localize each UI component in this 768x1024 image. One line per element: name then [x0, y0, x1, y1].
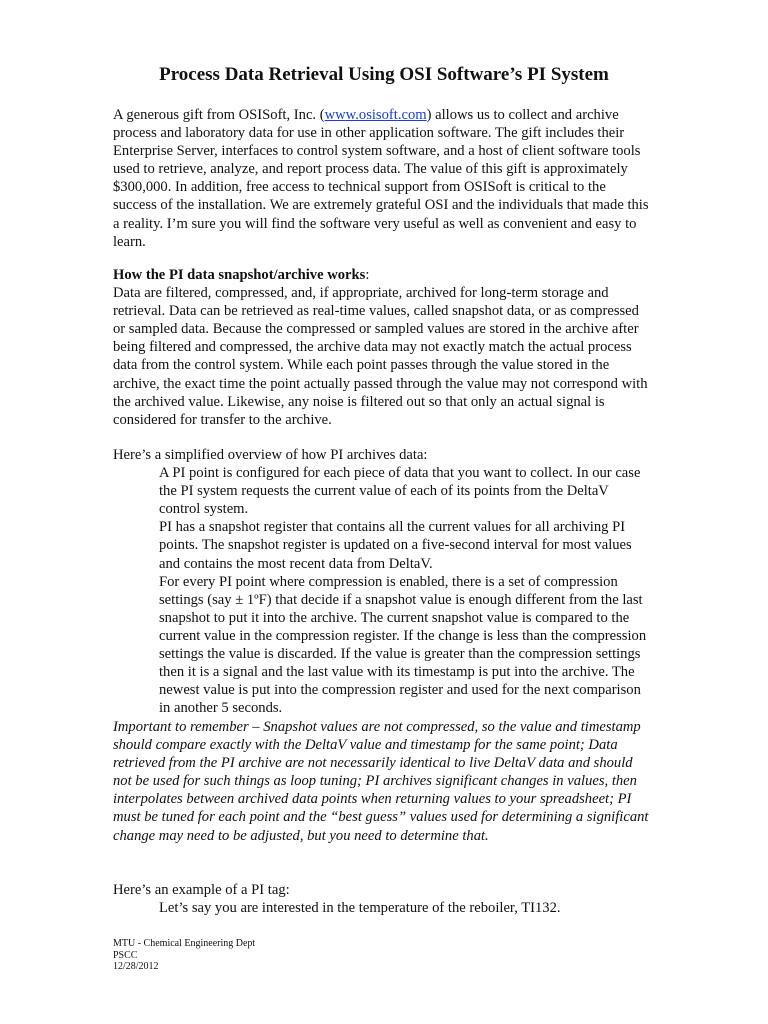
overview-section — [113, 446, 653, 717]
example-item: Let’s say you are interested in the temperature of the reboiler, TI132. — [159, 900, 561, 917]
section-body: Data are filtered, compressed, and, if appropriate, archived for long-term storage and retrieval. Data can be retrieved as real-time values, called snapshot data, or as compressed or sampled data. Because the compressed or sampled values are stored in the archive after being filtered and compressed, the archive data may not exactly match the actual process data from the control system. While each point passes through the value stored in the archive, the exact time the point actually passed through the value may not correspond with the archived value. Likewise, any noise is filtered out so that only an actual signal is considered for transfer to the archive. — [113, 285, 648, 428]
document-title: Process Data Retrieval Using OSI Software’s PI System — [159, 64, 609, 85]
important-note: Important to remember – Snapshot values are not compressed, so the value and timestamp should compare exactly with the DeltaV value and timestamp for the same point; Data retrieved from the PI archive are not necessarily identical to live DeltaV data and should not be used for such things as loop tuning; PI archives significant changes in values, then interpolates between archived data points when returning values to your spreadsheet; PI must be tuned for each point and the “best guess” values used for determining a significant change may need to be adjusted, but you need to determine that. — [113, 719, 649, 844]
overview-intro: Here’s a simplified overview of how PI archives data: — [113, 447, 428, 463]
osisoft-link[interactable]: www.osisoft.com — [324, 107, 427, 123]
footer-date: 12/28/2012 — [113, 961, 159, 972]
footer-department: MTU - Chemical Engineering Dept — [113, 938, 256, 949]
overview-item: A PI point is configured for each piece of data that you want to collect. In our case the PI system requests the current value of each of its points from the DeltaV control system. — [159, 465, 641, 518]
section-heading-colon: : — [365, 267, 370, 283]
example-intro: Here’s an example of a PI tag: — [113, 882, 290, 898]
intro-text-before-link: A generous gift from OSISoft, Inc. ( — [113, 107, 325, 123]
example-section — [113, 881, 653, 917]
section-heading-line — [113, 266, 653, 284]
intro-text-after-link: ) allows us to collect and archive process and laboratory data for use in other application software. The gift includes their Enterprise Server, interfaces to control system software, and a host of client software tools used to retrieve, analyze, and report process data. The value of this gift is approximately $300,000. In addition, free access to technical support from OSISoft is critical to the success of the installation. We are extremely grateful OSI and the individuals that made this a reality. I’m sure you will find the software very useful as well as convenient and easy to learn. — [113, 107, 649, 250]
archive-section — [113, 266, 653, 429]
overview-item: PI has a snapshot register that contains all the current values for all archiving PI points. The snapshot register is updated on a five-second interval for most values and contains the most recent data from DeltaV. — [159, 519, 632, 572]
intro-paragraph — [113, 106, 653, 251]
page-footer — [113, 938, 255, 973]
overview-item: For every PI point where compression is enabled, there is a set of compression settings (say ± 1ºF) that decide if a snapshot value is enough different from the last snapshot to put it into the archive. The current snapshot value is compared to the current value in the compression register. If the change is less than the compression settings the value is discarded. If the value is greater than the compression settings then it is a signal and the last value with its timestamp is put into the archive. The newest value is put into the compression register and used for the next comparison in another 5 seconds. — [159, 573, 647, 717]
section-heading: How the PI data snapshot/archive works — [113, 267, 366, 283]
footer-code: PSCC — [113, 949, 138, 961]
